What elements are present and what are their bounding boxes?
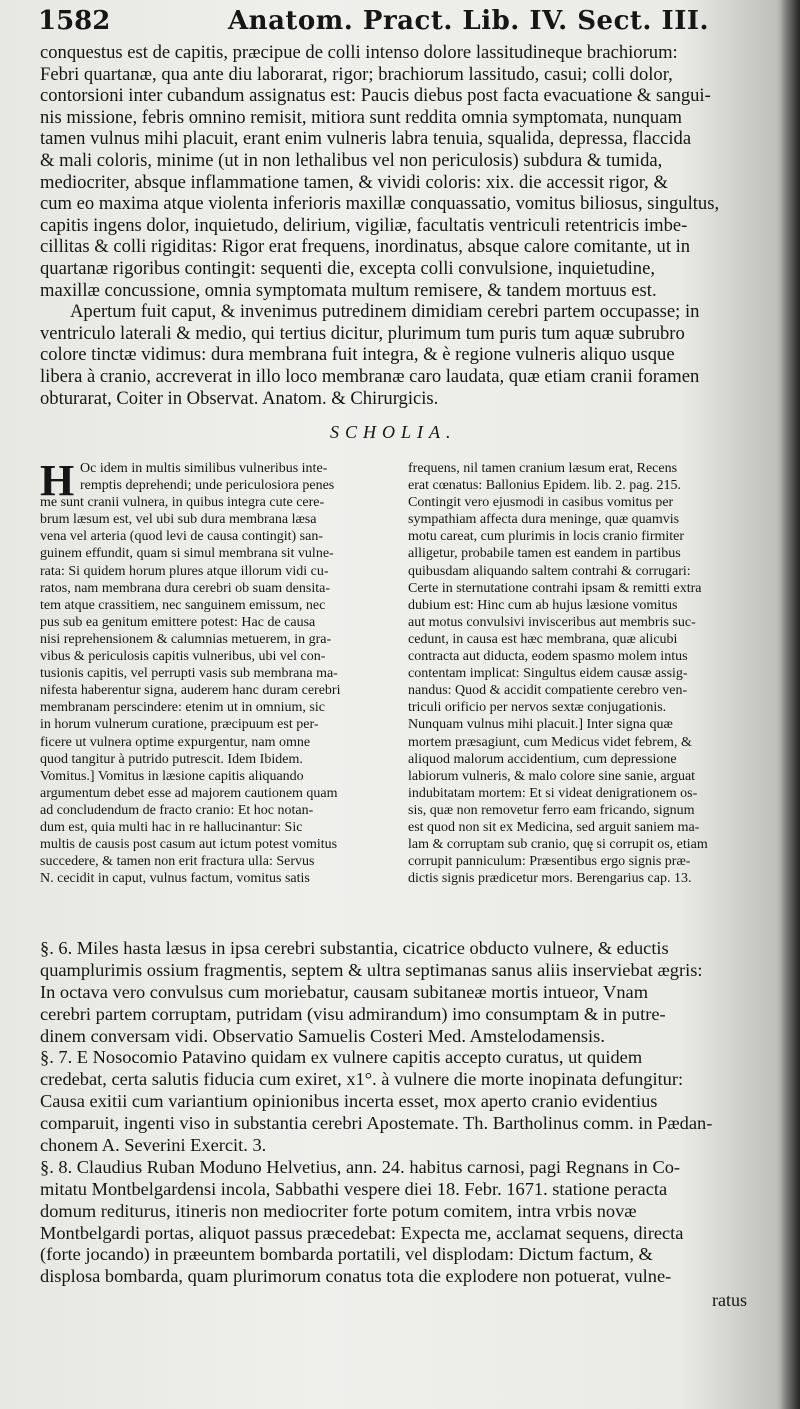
right-column-line: triculi orificio per nervos sextæ conjugationis.: [408, 700, 667, 716]
left-column-line: N. cecidit in caput, vulnus factum, vomitus satis: [40, 871, 310, 887]
right-column: [408, 460, 763, 887]
main-paragraphs-line: quartanæ rigoribus contingit: sequenti die, excepta colli convulsione, inquietudine,: [40, 257, 656, 279]
left-column-line: membranam perscindere: etenim ut in omnium, sic: [40, 700, 325, 716]
dropcap: H: [40, 456, 75, 505]
left-column-line: ficere ut vulnera optime expurgentur, nam omne: [40, 734, 311, 750]
right-column-line: aliquod malorum accidentium, cum depressione: [408, 751, 677, 767]
left-column-line: Vomitus.] Vomitus in læsione capitis aliquando: [40, 768, 304, 784]
right-column-line: cedunt, in causa est hæc membrana, quæ alicubi: [408, 631, 678, 647]
lower-paragraphs-line: domum rediturus, itineris non mediocriter forte potum comitem, intra vrbis novæ: [40, 1200, 637, 1221]
lower-paragraphs-line: chonem A. Severini Exercit. 3.: [40, 1135, 267, 1156]
main-paragraphs-line: maxillæ concussione, omnia symptomata multum remisere, & tandem mortuus est.: [40, 279, 657, 301]
lower-paragraphs-line: (forte jocando) in præeuntem bombarda portatili, vel displodam: Dictum factum, &: [40, 1244, 653, 1265]
right-column-line: sis, quæ non removetur ferro eam fricando, signum: [408, 802, 695, 818]
lower-paragraphs-line: In octava vero convulsus cum moriebatur, causam subitaneæ mortis intueor, Vnam: [40, 981, 648, 1002]
left-column-line: pus sub ea genitum emittere potest: Hac de causa: [40, 614, 316, 630]
page-number: 1582: [38, 6, 111, 36]
main-paragraphs-line: tamen vulnus mihi placuit, erant enim vulneris labra tenuia, squalida, depressa, flaccida: [40, 128, 692, 150]
left-column-line: ratos, nam membrana dura cerebri ob suam densita-: [40, 580, 331, 596]
right-column-line: dubium est: Hinc cum ab hujus læsione vomitus: [408, 597, 678, 613]
main-paragraphs-line: capitis ingens dolor, inquietudo, delirium, vigiliæ, facultatis ventriculi retentricis imbe-: [40, 214, 688, 236]
left-column-line: nifesta haberentur signa, auderem hanc duram cerebri: [40, 683, 341, 699]
right-column-line: Contingit vero ejusmodi in casibus vomitus per: [408, 495, 674, 511]
lower-paragraphs-line: credebat, certa salutis fiducia cum exiret, x1°. à vulnere die morte inopinata defungitur:: [40, 1069, 684, 1090]
right-column-line: mortem præsagiunt, cum Medicus videt febrem, &: [408, 734, 692, 750]
lower-paragraphs-line: quamplurimis ossium fragmentis, septem & ultra septimanas sanus aliis inserviebat ægris:: [40, 959, 703, 980]
left-column-line: vena vel arteria (quod levi de causa contingit) san-: [40, 529, 323, 545]
main-paragraphs-line: conquestus est de capitis, præcipue de colli intenso dolore lassitudineque brachiorum:: [40, 42, 678, 63]
lower-paragraphs-line: §. 8. Claudius Ruban Moduno Helvetius, ann. 24. habitus carnosi, pagi Regnans in Co-: [40, 1156, 681, 1177]
left-column-line: Oc idem in multis similibus vulneribus inte-: [80, 461, 328, 476]
main-text: [40, 42, 768, 409]
main-paragraphs-line: mediocriter, absque inflammatione tamen, & vividi coloris: xix. die accessit rigor, &: [40, 171, 668, 193]
left-column-line: in horum vulnerum curatione, præcipuum est per-: [40, 717, 319, 733]
lower-paragraphs-line: comparuit, ingenti viso in substantia cerebri Apostemate. Th. Bartholinus comm. in Pædan-: [40, 1113, 713, 1134]
right-column-line: erat cœnatus: Ballonius Epidem. lib. 2. pag. 215.: [408, 478, 681, 494]
left-column-line: remptis deprehendi; unde periculosiora penes: [80, 478, 335, 494]
lower-paragraphs-line: dinem conversam vidi. Observatio Samuelis Costeri Med. Amstelodamensis.: [40, 1025, 605, 1046]
main-paragraphs-line: contorsioni inter cubandum assignatus est: Paucis diebus post facta evacuatione & sangui-: [40, 85, 711, 107]
right-column-line: corrupit panniculum: Præsentibus ergo signis præ-: [408, 854, 691, 870]
lower-paragraphs-line: mitatu Montbelgardensi incola, Sabbathi vespere diei 18. Febr. 1671. statione peracta: [40, 1178, 668, 1199]
right-column-line: contracta aut diducta, eodem spasmo molem intus: [408, 649, 688, 665]
right-column-line: sympathiam affecta dura meninge, quæ quamvis: [408, 512, 680, 528]
main-paragraphs-line: cum eo maxima atque violenta inferioris maxillæ conquassatio, vomitus biliosus, singultus,: [40, 193, 720, 215]
main-paragraphs-line: obturarat, Coiter in Observat. Anatom. & Chirurgicis.: [40, 387, 439, 409]
left-column-line: vibus & periculosis capitis vulneribus, ubi vel con-: [40, 649, 326, 665]
right-column-line: lam & corruptam sub cranio, quę si corrupit os, etiam: [408, 837, 708, 853]
left-column-line: tusionis capitis, vel perrupti vasis sub membrana ma-: [40, 666, 338, 682]
right-column-line: frequens, nil tamen cranium læsum erat, Recens: [408, 461, 678, 476]
right-column-line: nandus: Quod & accidit compatiente cerebro ven-: [408, 683, 688, 699]
lower-text: [40, 938, 768, 1288]
left-column-line: nisi reprehensionem & calumnias metuerem, in gra-: [40, 631, 332, 647]
main-paragraphs-line: libera à cranio, accreverat in illo loco membranæ caro laudata, quæ etiam cranii foramen: [40, 365, 700, 387]
right-column-line: labiorum vulneris, & malo colore sine sanie, arguat: [408, 768, 696, 784]
main-paragraphs-line: & mali coloris, minime (ut in non lethalibus vel non periculosis) subdura & tumida,: [40, 149, 663, 171]
lower-paragraphs-line: Causa exitii cum variantium opinionibus incerta esset, mox aperto cranio evidentius: [40, 1091, 658, 1112]
left-column-line: me sunt cranii vulnera, in quibus integra cute cere-: [40, 495, 325, 511]
lower-paragraphs-line: cerebri partem corruptam, putridam (visu admirandum) imo consumptam & in putre-: [40, 1003, 666, 1024]
lower-paragraphs-line: §. 7. E Nosocomio Patavino quidam ex vulnere capitis accepto curatus, ut quidem: [40, 1047, 643, 1068]
main-paragraphs-line: nis missione, febris omnino remisit, mitiora sunt reddita omnia symptomata, nunquam: [40, 106, 682, 128]
left-column-line: guinem effundit, quam si simul membrana sit vulne-: [40, 546, 334, 562]
main-paragraphs-line: ventriculo laterali & medio, qui tertius dicitur, plurimum tum puris tum aquæ subrubro: [40, 322, 685, 344]
main-paragraphs-line: Febri quartanæ, qua ante diu laborarat, rigor; brachiorum lassitudo, casui; colli dolor,: [40, 63, 673, 85]
right-column-line: dictis signis prædicetur mors. Berengarius cap. 13.: [408, 871, 692, 887]
main-paragraphs-line: colore tinctæ vidimus: dura membrana fuit integra, & è regione vulneris aliquo usque: [40, 344, 675, 366]
catchword: ratus: [712, 1290, 747, 1310]
left-column-line: ad concludendum de fracto cranio: Et hoc notan-: [40, 802, 314, 818]
right-column-line: Certe in sternutatione contrahi ipsam & remitti extra: [408, 580, 702, 596]
left-column-line: dum est, quia multi hac in re hallucinantur: Sic: [40, 819, 303, 835]
page-edge-shadow: [780, 0, 800, 1409]
page-header: [38, 2, 758, 42]
right-column-line: contentam implicat: Singultus eidem causæ assig-: [408, 666, 688, 682]
left-column-line: brum læsum est, vel ubi sub dura membrana læsa: [40, 512, 317, 528]
main-paragraphs-line: cillitas & colli rigiditas: Rigor erat frequens, inordinatus, absque calore comitante, ut in: [40, 236, 691, 258]
right-column-line: aut motus convulsivi invisceribus aut membris suc-: [408, 614, 696, 630]
main-paragraphs-line: Apertum fuit caput, & invenimus putredinem dimidiam cerebri partem occupasse; in: [70, 301, 700, 323]
right-column-line: est quod non sit ex Medicina, sed arguit saniem ma-: [408, 819, 700, 835]
right-column-line: quibusdam aliquando saltem contrahi & corrugari:: [408, 563, 691, 579]
left-column-line: rata: Si quidem horum plures atque illorum vidi cu-: [40, 563, 329, 579]
lower-paragraphs-line: displosa bombarda, quam plurimorum conatus tota die explodere non potuerat, vulne-: [40, 1266, 672, 1287]
right-column-line: Nunquam vulnus mihi placuit.] Inter signa quæ: [408, 717, 673, 733]
left-column-line: succedere, & tamen non erit fractura ulla: Servus: [40, 854, 315, 870]
right-column-line: indubitatam mortem: Et si videat denigrationem os-: [408, 785, 698, 801]
left-column-line: tem atque crassitiem, nec sanguinem emissum, nec: [40, 597, 326, 613]
lower-paragraphs-line: §. 6. Miles hasta læsus in ipsa cerebri substantia, cicatrice obducto vulnere, & eductis: [40, 938, 669, 958]
left-column-line: quod tangitur à putrido putrescit. Idem Ibidem.: [40, 751, 303, 767]
lower-paragraphs-line: Montbelgardi portas, aliquot passus præcedebat: Expecta me, acclamat sequens, directa: [40, 1222, 684, 1243]
left-column-line: argumentum debet esse ad majorem cautionem quam: [40, 785, 338, 801]
running-head: Anatom. Pract. Lib. IV. Sect. III.: [228, 6, 710, 36]
left-column-line: multis de causis post casum aut ictum potest vomitus: [40, 837, 338, 853]
right-column-line: motu careat, cum plurimis in locis cranio firmiter: [408, 529, 685, 545]
right-column-line: alligetur, probabile tamen est eandem in partibus: [408, 546, 681, 562]
left-column: [40, 456, 395, 887]
scholia-heading: SCHOLIA.: [330, 422, 457, 442]
